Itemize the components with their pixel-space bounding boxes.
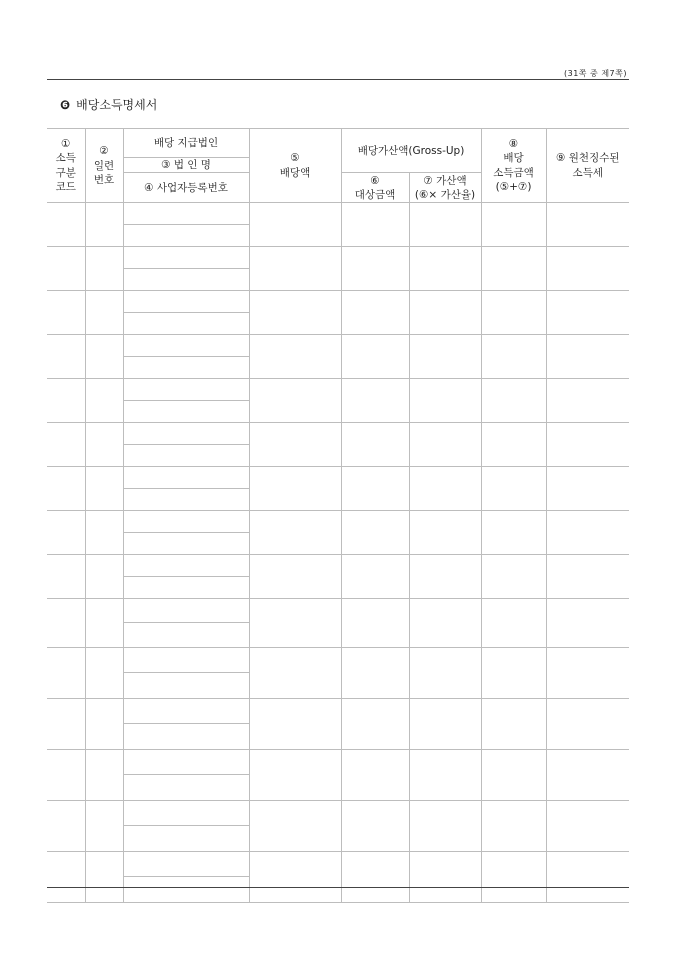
business-reg-number-cell[interactable]: [123, 401, 249, 423]
dividend-income-cell[interactable]: [481, 335, 546, 379]
dividend-amount-cell[interactable]: [249, 801, 341, 852]
income-code-cell[interactable]: [47, 852, 85, 903]
corporation-name-cell[interactable]: [123, 699, 249, 724]
entry-row: [47, 379, 629, 401]
header-gross-up-amount: ⑦ 가산액 (⑥× 가산율): [409, 173, 481, 203]
target-amount-cell[interactable]: [341, 852, 409, 903]
withheld-tax-cell[interactable]: [546, 247, 629, 291]
income-code-cell[interactable]: [47, 801, 85, 852]
dividend-income-cell[interactable]: [481, 852, 546, 903]
target-amount-cell[interactable]: [341, 335, 409, 379]
corporation-name-cell[interactable]: [123, 335, 249, 357]
dividend-amount-cell[interactable]: [249, 511, 341, 555]
corporation-name-cell[interactable]: [123, 291, 249, 313]
business-reg-number-cell[interactable]: [123, 313, 249, 335]
serial-number-cell[interactable]: [85, 335, 123, 379]
withheld-tax-cell[interactable]: [546, 699, 629, 750]
gross-up-amount-cell[interactable]: [409, 648, 481, 699]
dividend-income-cell[interactable]: [481, 379, 546, 423]
business-reg-number-cell[interactable]: [123, 489, 249, 511]
bottom-rule: [47, 887, 629, 888]
withheld-tax-cell[interactable]: [546, 852, 629, 903]
header-withheld-tax: ⑨ 원천징수된 소득세: [546, 129, 629, 203]
target-amount-cell[interactable]: [341, 599, 409, 648]
entry-row: [47, 423, 629, 445]
serial-number-cell[interactable]: [85, 699, 123, 750]
header-target-amount: ⑥ 대상금액: [341, 173, 409, 203]
business-reg-number-cell[interactable]: [123, 673, 249, 699]
business-reg-number-cell[interactable]: [123, 357, 249, 379]
withheld-tax-cell[interactable]: [546, 801, 629, 852]
income-code-cell[interactable]: [47, 335, 85, 379]
dividend-income-cell[interactable]: [481, 423, 546, 467]
withheld-tax-cell[interactable]: [546, 511, 629, 555]
dividend-amount-cell[interactable]: [249, 203, 341, 247]
income-code-cell[interactable]: [47, 467, 85, 511]
dividend-income-cell[interactable]: [481, 203, 546, 247]
serial-number-cell[interactable]: [85, 291, 123, 335]
business-reg-number-cell[interactable]: [123, 445, 249, 467]
serial-number-cell[interactable]: [85, 801, 123, 852]
corporation-name-cell[interactable]: [123, 379, 249, 401]
business-reg-number-cell[interactable]: [123, 269, 249, 291]
corporation-name-cell[interactable]: [123, 852, 249, 877]
serial-number-cell[interactable]: [85, 599, 123, 648]
corporation-name-cell[interactable]: [123, 801, 249, 826]
top-rule: [47, 79, 629, 80]
serial-number-cell[interactable]: [85, 379, 123, 423]
entry-row: [47, 467, 629, 489]
gross-up-amount-cell[interactable]: [409, 247, 481, 291]
gross-up-amount-cell[interactable]: [409, 750, 481, 801]
corporation-name-cell[interactable]: [123, 555, 249, 577]
dividend-income-cell[interactable]: [481, 555, 546, 599]
gross-up-amount-cell[interactable]: [409, 423, 481, 467]
entry-row: [47, 599, 629, 623]
dividend-income-cell[interactable]: [481, 750, 546, 801]
entry-row: [47, 247, 629, 269]
business-reg-number-cell[interactable]: [123, 826, 249, 852]
income-code-cell[interactable]: [47, 511, 85, 555]
dividend-amount-cell[interactable]: [249, 555, 341, 599]
corporation-name-cell[interactable]: [123, 648, 249, 673]
withheld-tax-cell[interactable]: [546, 379, 629, 423]
dividend-income-cell[interactable]: [481, 648, 546, 699]
dividend-income-cell[interactable]: [481, 467, 546, 511]
entry-row: [47, 801, 629, 826]
header-gross-up: 배당가산액(Gross-Up): [341, 129, 481, 173]
income-code-cell[interactable]: [47, 750, 85, 801]
entry-row: [47, 699, 629, 724]
business-reg-number-cell[interactable]: [123, 623, 249, 648]
serial-number-cell[interactable]: [85, 423, 123, 467]
income-code-cell[interactable]: [47, 379, 85, 423]
section-title-text: 배당소득명세서: [76, 98, 158, 112]
header-serial-number: ② 일련 번호: [85, 129, 123, 203]
withheld-tax-cell[interactable]: [546, 555, 629, 599]
income-code-cell[interactable]: [47, 699, 85, 750]
income-code-cell[interactable]: [47, 203, 85, 247]
serial-number-cell[interactable]: [85, 852, 123, 903]
page-indicator: (31쪽 중 제7쪽): [563, 69, 627, 78]
corporation-name-cell[interactable]: [123, 423, 249, 445]
entry-row: [47, 335, 629, 357]
target-amount-cell[interactable]: [341, 423, 409, 467]
serial-number-cell[interactable]: [85, 203, 123, 247]
dividend-amount-cell[interactable]: [249, 467, 341, 511]
dividend-income-cell[interactable]: [481, 511, 546, 555]
income-code-cell[interactable]: [47, 247, 85, 291]
dividend-amount-cell[interactable]: [249, 291, 341, 335]
dividend-amount-cell[interactable]: [249, 648, 341, 699]
gross-up-amount-cell[interactable]: [409, 335, 481, 379]
target-amount-cell[interactable]: [341, 203, 409, 247]
dividend-amount-cell[interactable]: [249, 852, 341, 903]
dividend-income-cell[interactable]: [481, 699, 546, 750]
target-amount-cell[interactable]: [341, 801, 409, 852]
entry-row: [47, 852, 629, 877]
corporation-name-cell[interactable]: [123, 599, 249, 623]
header-paying-corporation: 배당 지급법인: [123, 129, 249, 158]
target-amount-cell[interactable]: [341, 648, 409, 699]
dividend-amount-cell[interactable]: [249, 750, 341, 801]
withheld-tax-cell[interactable]: [546, 335, 629, 379]
dividend-income-cell[interactable]: [481, 247, 546, 291]
target-amount-cell[interactable]: [341, 291, 409, 335]
serial-number-cell[interactable]: [85, 648, 123, 699]
gross-up-amount-cell[interactable]: [409, 801, 481, 852]
income-code-cell[interactable]: [47, 291, 85, 335]
serial-number-cell[interactable]: [85, 555, 123, 599]
entry-row: [47, 511, 629, 533]
section-title: [60, 96, 157, 113]
entry-row: [47, 555, 629, 577]
gross-up-amount-cell[interactable]: [409, 555, 481, 599]
entry-row: [47, 750, 629, 775]
income-code-cell[interactable]: [47, 423, 85, 467]
withheld-tax-cell[interactable]: [546, 648, 629, 699]
corporation-name-cell[interactable]: [123, 467, 249, 489]
dividend-amount-cell[interactable]: [249, 335, 341, 379]
corporation-name-cell[interactable]: [123, 247, 249, 269]
serial-number-cell[interactable]: [85, 467, 123, 511]
target-amount-cell[interactable]: [341, 750, 409, 801]
entry-row: [47, 203, 629, 225]
section-marker: ❻: [60, 98, 71, 112]
gross-up-amount-cell[interactable]: [409, 699, 481, 750]
gross-up-amount-cell[interactable]: [409, 599, 481, 648]
business-reg-number-cell[interactable]: [123, 724, 249, 750]
target-amount-cell[interactable]: [341, 555, 409, 599]
entry-row: [47, 648, 629, 673]
withheld-tax-cell[interactable]: [546, 291, 629, 335]
gross-up-amount-cell[interactable]: [409, 511, 481, 555]
withheld-tax-cell[interactable]: [546, 599, 629, 648]
income-code-cell[interactable]: [47, 599, 85, 648]
withheld-tax-cell[interactable]: [546, 423, 629, 467]
dividend-amount-cell[interactable]: [249, 699, 341, 750]
business-reg-number-cell[interactable]: [123, 775, 249, 801]
corporation-name-cell[interactable]: [123, 750, 249, 775]
target-amount-cell[interactable]: [341, 511, 409, 555]
income-code-cell[interactable]: [47, 555, 85, 599]
entry-row: [47, 291, 629, 313]
target-amount-cell[interactable]: [341, 467, 409, 511]
dividend-amount-cell[interactable]: [249, 379, 341, 423]
header-dividend-income: ⑧ 배당 소득금액 (⑤+⑦): [481, 129, 546, 203]
corporation-name-cell[interactable]: [123, 203, 249, 225]
gross-up-amount-cell[interactable]: [409, 852, 481, 903]
target-amount-cell[interactable]: [341, 247, 409, 291]
gross-up-amount-cell[interactable]: [409, 291, 481, 335]
target-amount-cell[interactable]: [341, 699, 409, 750]
income-code-cell[interactable]: [47, 648, 85, 699]
withheld-tax-cell[interactable]: [546, 750, 629, 801]
business-reg-number-cell[interactable]: [123, 225, 249, 247]
serial-number-cell[interactable]: [85, 511, 123, 555]
dividend-amount-cell[interactable]: [249, 423, 341, 467]
business-reg-number-cell[interactable]: [123, 877, 249, 903]
gross-up-amount-cell[interactable]: [409, 203, 481, 247]
dividend-income-cell[interactable]: [481, 801, 546, 852]
withheld-tax-cell[interactable]: [546, 467, 629, 511]
serial-number-cell[interactable]: [85, 750, 123, 801]
dividend-income-cell[interactable]: [481, 291, 546, 335]
business-reg-number-cell[interactable]: [123, 533, 249, 555]
header-dividend-amount: ⑤ 배당액: [249, 129, 341, 203]
gross-up-amount-cell[interactable]: [409, 467, 481, 511]
header-corporation-name: ③ 법 인 명: [123, 158, 249, 173]
dividend-amount-cell[interactable]: [249, 599, 341, 648]
corporation-name-cell[interactable]: [123, 511, 249, 533]
business-reg-number-cell[interactable]: [123, 577, 249, 599]
gross-up-amount-cell[interactable]: [409, 379, 481, 423]
dividend-income-table: [47, 128, 629, 903]
serial-number-cell[interactable]: [85, 247, 123, 291]
target-amount-cell[interactable]: [341, 379, 409, 423]
header-income-type-code: ① 소득 구분 코드: [47, 129, 85, 203]
dividend-income-cell[interactable]: [481, 599, 546, 648]
header-business-reg-number: ④ 사업자등록번호: [123, 173, 249, 203]
withheld-tax-cell[interactable]: [546, 203, 629, 247]
dividend-amount-cell[interactable]: [249, 247, 341, 291]
